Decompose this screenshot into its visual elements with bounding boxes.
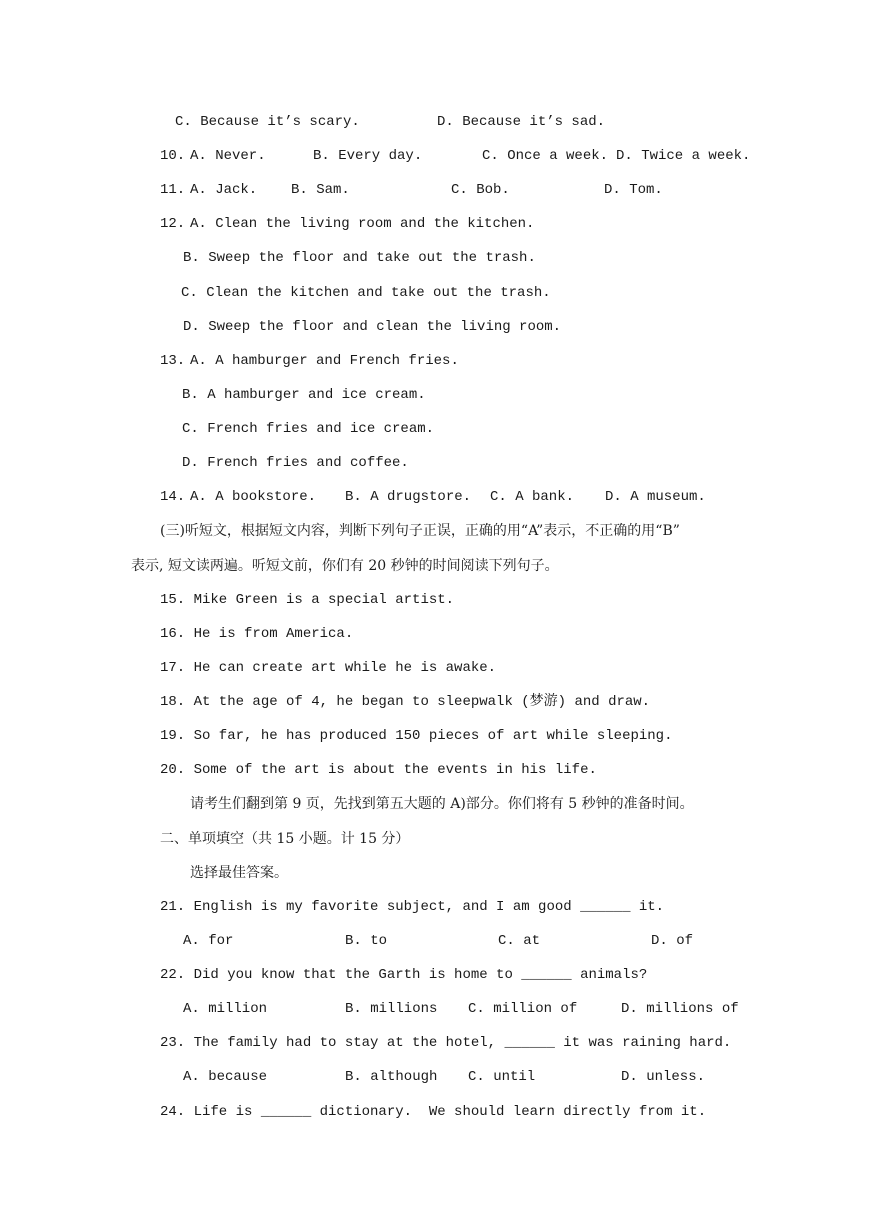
part2-subheading: 选择最佳答案。	[190, 865, 288, 881]
statement-15: 15. Mike Green is a special artist.	[160, 592, 455, 608]
q22-option-c: C. million of	[468, 1001, 578, 1017]
page-turn-instruction: 请考生们翻到第 9 页，先找到第五大题的 A)部分。你们将有 5 秒钟的准备时间。	[190, 796, 694, 812]
q10-option-b: B. Every day.	[313, 148, 423, 164]
q14-number: 14.	[160, 489, 186, 505]
q22-stem: 22. Did you know that the Garth is home to ______ animals?	[160, 967, 648, 983]
q21-option-d: D. of	[651, 933, 694, 949]
q12-option-b: B. Sweep the floor and take out the trash.	[183, 250, 536, 266]
q12-number: 12.	[160, 216, 186, 232]
q14-option-d: D. A museum.	[605, 489, 706, 505]
q10-option-d: D. Twice a week.	[616, 148, 751, 164]
q11-option-b: B. Sam.	[291, 182, 350, 198]
q14-option-b: B. A drugstore.	[345, 489, 472, 505]
q14-option-a: A. A bookstore.	[190, 489, 317, 505]
q10-number: 10.	[160, 148, 186, 164]
q10-option-c: C. Once a week.	[482, 148, 609, 164]
statement-19: 19. So far, he has produced 150 pieces of art while sleeping.	[160, 728, 673, 744]
statement-18: 18. At the age of 4, he began to sleepwalk (梦游) and draw.	[160, 694, 651, 710]
statement-17: 17. He can create art while he is awake.	[160, 660, 497, 676]
q9-option-d: D. Because it’s sad.	[437, 114, 606, 130]
q22-option-a: A. million	[183, 1001, 268, 1017]
q11-option-d: D. Tom.	[604, 182, 663, 198]
q10-option-a: A. Never.	[190, 148, 266, 164]
q23-option-c: C. until	[468, 1069, 536, 1085]
q23-option-a: A. because	[183, 1069, 268, 1085]
q14-option-c: C. A bank.	[490, 489, 575, 505]
q11-number: 11.	[160, 182, 186, 198]
q24-stem: 24. Life is ______ dictionary. We should learn directly from it.	[160, 1104, 707, 1120]
q22-option-d: D. millions of	[621, 1001, 739, 1017]
q21-stem: 21. English is my favorite subject, and I am good ______ it.	[160, 899, 665, 915]
q13-option-c: C. French fries and ice cream.	[182, 421, 435, 437]
statement-20: 20. Some of the art is about the events in his life.	[160, 762, 597, 778]
q12-option-d: D. Sweep the floor and clean the living room.	[183, 319, 562, 335]
q23-option-d: D. unless.	[621, 1069, 706, 1085]
q23-stem: 23. The family had to stay at the hotel, ______ it was raining hard.	[160, 1035, 732, 1051]
q21-option-b: B. to	[345, 933, 388, 949]
section3-instruction-line2: 表示, 短文读两遍。听短文前，你们有 20 秒钟的时间阅读下列句子。	[131, 558, 559, 574]
q21-option-c: C. at	[498, 933, 541, 949]
q13-number: 13.	[160, 353, 186, 369]
section3-instruction-line1: (三)听短文，根据短文内容，判断下列句子正误，正确的用“A”表示，不正确的用“B”	[160, 523, 680, 539]
q23-option-b: B. although	[345, 1069, 438, 1085]
q12-option-a: A. Clean the living room and the kitchen.	[190, 216, 535, 232]
q11-option-a: A. Jack.	[190, 182, 258, 198]
q12-option-c: C. Clean the kitchen and take out the trash.	[181, 285, 551, 301]
part2-heading: 二、单项填空（共 15 小题。计 15 分）	[160, 831, 410, 847]
statement-16: 16. He is from America.	[160, 626, 354, 642]
q9-option-c: C. Because it’s scary.	[175, 114, 360, 130]
q13-option-a: A. A hamburger and French fries.	[190, 353, 459, 369]
q13-option-b: B. A hamburger and ice cream.	[182, 387, 426, 403]
q22-option-b: B. millions	[345, 1001, 438, 1017]
q21-option-a: A. for	[183, 933, 234, 949]
q11-option-c: C. Bob.	[451, 182, 510, 198]
q13-option-d: D. French fries and coffee.	[182, 455, 409, 471]
